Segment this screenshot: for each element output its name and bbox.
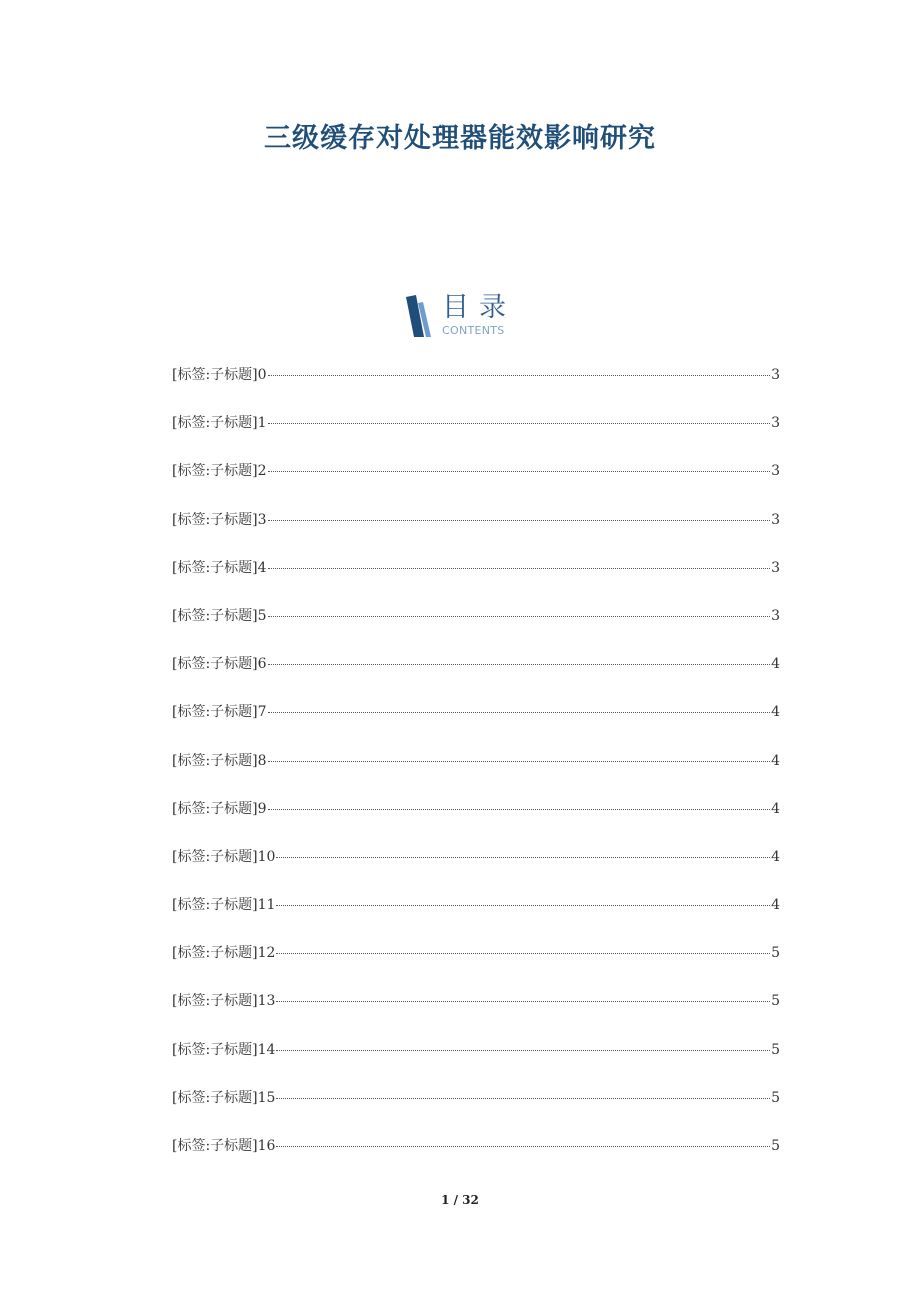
toc-entry-label: [标签:子标题]8 bbox=[172, 752, 267, 769]
toc-dot-leader bbox=[268, 375, 771, 376]
toc-list bbox=[172, 364, 780, 1183]
toc-dot-leader bbox=[268, 423, 771, 424]
toc-header bbox=[406, 292, 526, 342]
toc-entry-page: 5 bbox=[771, 993, 780, 1010]
toc-entry-page: 3 bbox=[771, 559, 780, 576]
toc-entry[interactable] bbox=[172, 557, 780, 605]
toc-dot-leader bbox=[268, 761, 771, 762]
toc-entry-label: [标签:子标题]3 bbox=[172, 511, 267, 528]
toc-entry[interactable] bbox=[172, 894, 780, 942]
toc-entry-page: 4 bbox=[771, 800, 780, 817]
toc-entry-label: [标签:子标题]14 bbox=[172, 1041, 276, 1058]
toc-entry-label: [标签:子标题]2 bbox=[172, 463, 267, 480]
toc-entry[interactable] bbox=[172, 990, 780, 1038]
toc-entry-page: 4 bbox=[771, 752, 780, 769]
toc-dot-leader bbox=[276, 1050, 770, 1051]
toc-entry-page: 3 bbox=[771, 607, 780, 624]
toc-dot-leader bbox=[268, 520, 771, 521]
toc-entry-label: [标签:子标题]7 bbox=[172, 704, 267, 721]
toc-entry-label: [标签:子标题]11 bbox=[172, 897, 276, 914]
toc-dot-leader bbox=[268, 712, 771, 713]
toc-logo-icon bbox=[406, 295, 432, 337]
toc-entry-label: [标签:子标题]5 bbox=[172, 607, 267, 624]
toc-entry[interactable] bbox=[172, 509, 780, 557]
toc-entry-page: 4 bbox=[771, 704, 780, 721]
toc-dot-leader bbox=[276, 1098, 770, 1099]
toc-entry-label: [标签:子标题]10 bbox=[172, 848, 276, 865]
toc-entry-page: 5 bbox=[771, 1138, 780, 1154]
toc-entry[interactable] bbox=[172, 798, 780, 846]
toc-entry-label: [标签:子标题]15 bbox=[172, 1089, 276, 1106]
toc-dot-leader bbox=[276, 953, 770, 954]
toc-entry[interactable] bbox=[172, 1087, 780, 1135]
toc-dot-leader bbox=[268, 616, 771, 617]
toc-entry[interactable] bbox=[172, 653, 780, 701]
toc-entry-label: [标签:子标题]6 bbox=[172, 656, 267, 673]
toc-entry-page: 3 bbox=[771, 511, 780, 528]
toc-dot-leader bbox=[276, 1146, 770, 1147]
toc-dot-leader bbox=[276, 1001, 770, 1002]
toc-entry-label: [标签:子标题]0 bbox=[172, 367, 267, 383]
toc-entry-page: 5 bbox=[771, 1041, 780, 1058]
toc-entry-page: 5 bbox=[771, 945, 780, 962]
toc-entry-page: 4 bbox=[771, 897, 780, 914]
toc-entry-label: [标签:子标题]9 bbox=[172, 800, 267, 817]
toc-entry[interactable] bbox=[172, 364, 780, 412]
document-title: 三级缓存对处理器能效影响研究 bbox=[264, 123, 656, 154]
toc-entry[interactable] bbox=[172, 701, 780, 749]
toc-entry-page: 3 bbox=[771, 367, 780, 383]
toc-entry[interactable] bbox=[172, 1135, 780, 1183]
toc-entry[interactable] bbox=[172, 1039, 780, 1087]
toc-entry-label: [标签:子标题]4 bbox=[172, 559, 267, 576]
toc-dot-leader bbox=[268, 809, 771, 810]
toc-entry[interactable] bbox=[172, 942, 780, 990]
toc-dot-leader bbox=[268, 568, 771, 569]
toc-entry-page: 3 bbox=[771, 415, 780, 432]
toc-entry-page: 4 bbox=[771, 848, 780, 865]
toc-subtitle: CONTENTS bbox=[442, 324, 505, 337]
toc-entry[interactable] bbox=[172, 846, 780, 894]
toc-entry[interactable] bbox=[172, 412, 780, 460]
toc-entry-page: 4 bbox=[771, 656, 780, 673]
toc-title: 目录 bbox=[442, 292, 516, 323]
toc-entry-page: 5 bbox=[771, 1089, 780, 1106]
toc-entry-page: 3 bbox=[771, 463, 780, 480]
toc-entry-label: [标签:子标题]12 bbox=[172, 945, 276, 962]
toc-entry[interactable] bbox=[172, 750, 780, 798]
toc-entry-label: [标签:子标题]1 bbox=[172, 415, 267, 432]
toc-dot-leader bbox=[276, 857, 770, 858]
toc-dot-leader bbox=[276, 905, 770, 906]
toc-entry-label: [标签:子标题]16 bbox=[172, 1138, 276, 1154]
toc-entry[interactable] bbox=[172, 605, 780, 653]
toc-dot-leader bbox=[268, 664, 771, 665]
page-number: 1 / 32 bbox=[441, 1193, 479, 1207]
toc-entry[interactable] bbox=[172, 460, 780, 508]
toc-entry-label: [标签:子标题]13 bbox=[172, 993, 276, 1010]
toc-dot-leader bbox=[268, 471, 771, 472]
